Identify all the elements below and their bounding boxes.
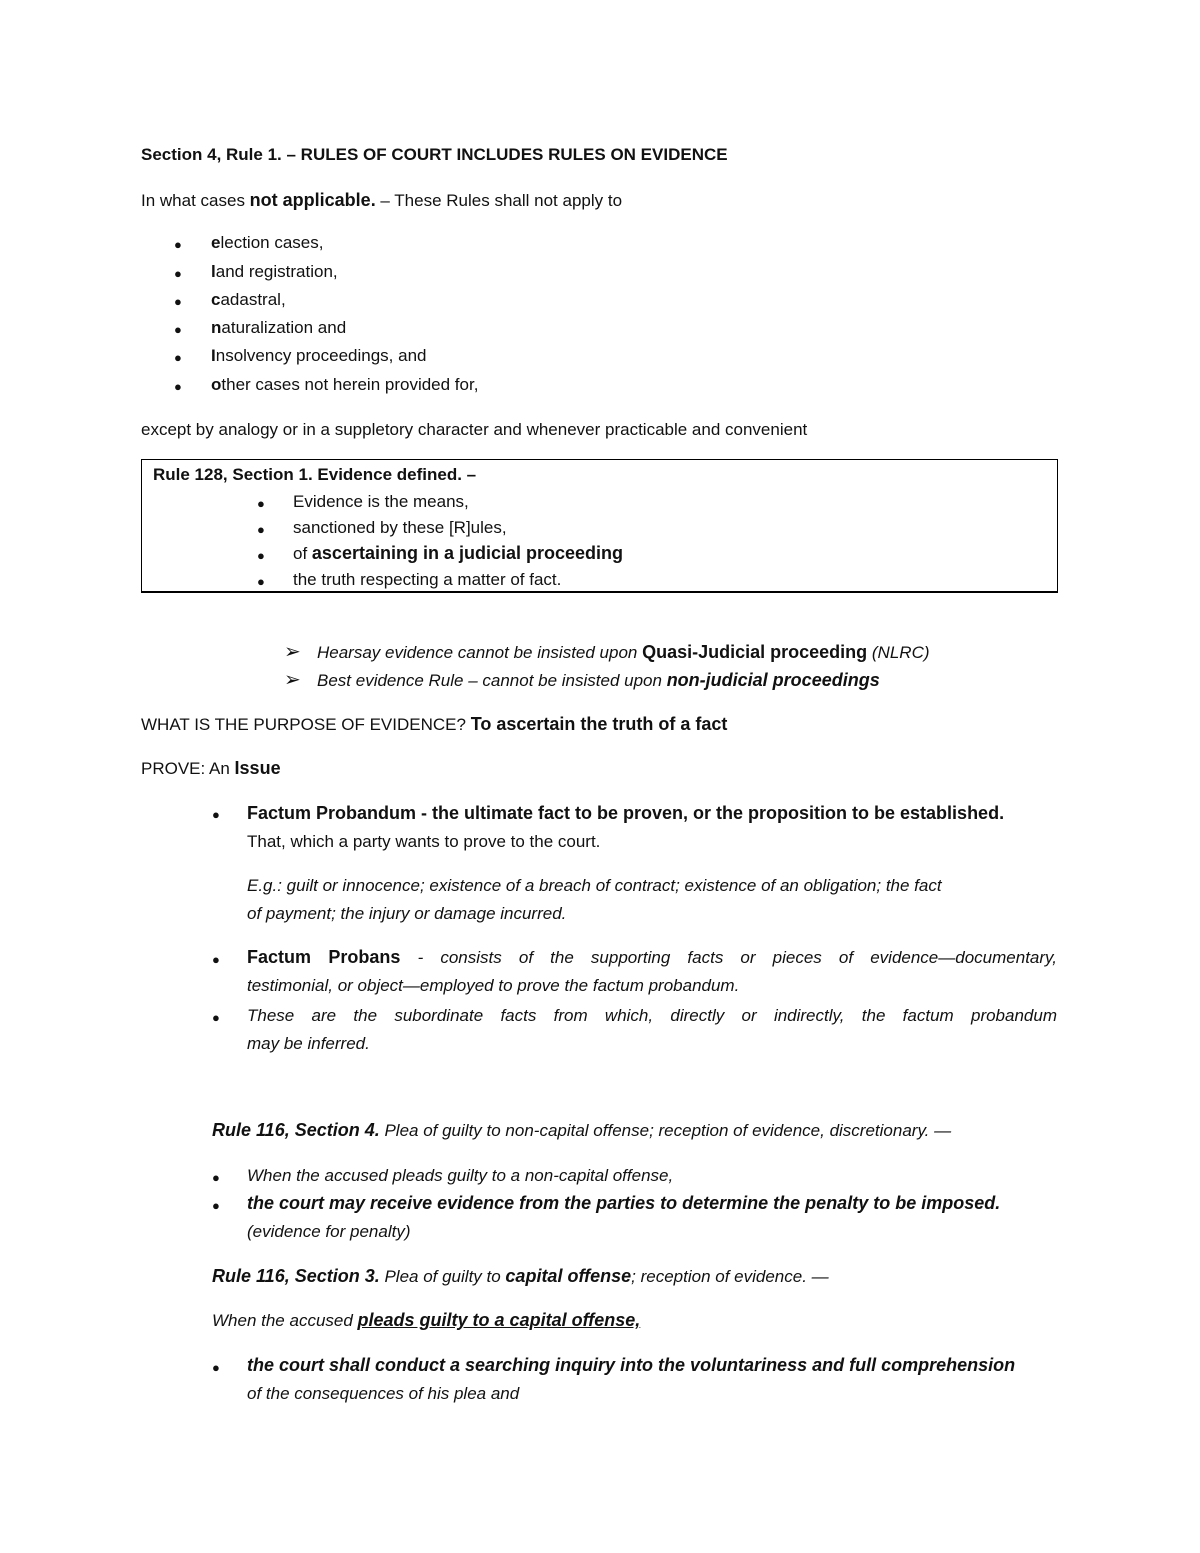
prove-issue: Issue	[234, 758, 281, 778]
rule-116-3-when	[212, 1310, 640, 1332]
probans-line	[247, 947, 1057, 969]
arrow-item	[317, 670, 880, 692]
bullet-icon: ●	[257, 548, 265, 563]
rule-128-item: sanctioned by these [R]ules,	[293, 518, 507, 537]
bullet-icon: ●	[174, 294, 182, 309]
not-applicable-closing: except by analogy or in a suppletory character and whenever practicable and convenient	[141, 420, 808, 439]
bullet-icon: ●	[174, 237, 182, 252]
rule-116-4-item: When the accused pleads guilty to a non-capital offense,	[247, 1166, 674, 1185]
probandum-line2: That, which a party wants to prove to the court.	[247, 832, 601, 851]
bullet-icon: ●	[174, 379, 182, 394]
item-pre: of	[293, 544, 312, 563]
list-item	[211, 262, 338, 282]
item-initial: l	[211, 262, 216, 281]
intro-bold: not applicable.	[249, 190, 376, 210]
list-item	[211, 290, 286, 310]
heading-rest: – RULES OF COURT INCLUDES RULES ON EVIDENCE	[281, 145, 728, 164]
rule-128-title: Rule 128, Section 1. Evidence defined. –	[153, 465, 477, 484]
arrow-post: (NLRC)	[867, 643, 930, 662]
probandum-example: E.g.: guilt or innocence; existence of a breach of contract; existence of an obligation; the fact	[247, 876, 942, 895]
item-text: aturalization and	[221, 318, 347, 337]
not-applicable-intro	[141, 190, 622, 212]
list-item	[211, 318, 346, 338]
rule-116-3-item: the court shall conduct a searching inquiry into the voluntariness and full comprehension	[247, 1355, 1016, 1375]
bullet-icon: ●	[257, 522, 265, 537]
probans-line2: testimonial, or object—employed to prove the factum probandum.	[247, 976, 740, 995]
rule-116-3-item-cont: of the consequences of his plea and	[247, 1384, 520, 1403]
rule-116-4-note: (evidence for penalty)	[247, 1222, 411, 1241]
arrow-item	[317, 642, 930, 664]
rule-116-4-ref: Rule 116, Section 4.	[212, 1120, 380, 1140]
list-item	[211, 233, 323, 253]
item-initial: n	[211, 318, 222, 337]
rule-116-3-title-pre: Plea of guilty to	[379, 1267, 506, 1286]
purpose-line	[141, 714, 727, 736]
probans-sub-cont: may be inferred.	[247, 1034, 370, 1053]
item-bold: ascertaining in a judicial proceeding	[311, 543, 623, 563]
probandum-line	[247, 803, 1004, 825]
item-initial: o	[211, 375, 222, 394]
rule-116-4-heading	[212, 1120, 951, 1142]
rule-128-item: the truth respecting a matter of fact.	[293, 570, 562, 589]
intro-pre: In what cases	[141, 191, 250, 210]
arrow-bullet-icon: ➢	[284, 669, 301, 691]
bullet-icon: ●	[212, 1010, 220, 1025]
arrow-bold: non-judicial proceedings	[666, 670, 880, 690]
prove-line	[141, 758, 281, 780]
purpose-answer: To ascertain the truth of a fact	[470, 714, 728, 734]
item-text: nsolvency proceedings, and	[215, 346, 427, 365]
bullet-icon: ●	[257, 574, 265, 589]
item-text: lection cases,	[220, 233, 324, 252]
rule-116-3-heading	[212, 1266, 829, 1288]
arrow-pre: Best evidence Rule – cannot be insisted upon	[317, 671, 667, 690]
item-text: adastral,	[220, 290, 286, 309]
bullet-icon: ●	[174, 266, 182, 281]
bullet-icon: ●	[212, 1170, 220, 1185]
item-initial: I	[211, 346, 216, 365]
when-underlined: pleads guilty to a capital offense,	[357, 1310, 641, 1330]
rule-128-item	[293, 543, 623, 565]
list-item	[211, 375, 478, 395]
rule-116-3-title-post: ; reception of evidence. —	[631, 1267, 829, 1286]
bullet-icon: ●	[212, 1198, 220, 1213]
bullet-icon: ●	[212, 807, 220, 822]
prove-label: PROVE: An	[141, 759, 235, 778]
rule-128-item: Evidence is the means,	[293, 492, 469, 511]
bullet-icon: ●	[174, 322, 182, 337]
probandum-example-cont: of payment; the injury or damage incurred.	[247, 904, 567, 923]
item-text: ther cases not herein provided for,	[221, 375, 479, 394]
probandum-term: Factum Probandum	[247, 803, 417, 823]
rule-116-4-title: Plea of guilty to non-capital offense; reception of evidence, discretionary. —	[379, 1121, 952, 1140]
rule-116-3-ref: Rule 116, Section 3.	[212, 1266, 380, 1286]
bullet-icon: ●	[174, 350, 182, 365]
arrow-bold: Quasi-Judicial proceeding	[642, 642, 868, 662]
bullet-icon: ●	[257, 496, 265, 511]
when-pre: When the accused	[212, 1311, 358, 1330]
heading-prefix: Section 4, Rule 1.	[141, 145, 282, 164]
arrow-bullet-icon: ➢	[284, 641, 301, 663]
section-heading	[141, 145, 728, 165]
bullet-icon: ●	[212, 952, 220, 967]
item-initial: e	[211, 233, 221, 252]
list-item	[211, 346, 426, 366]
probans-term: Factum Probans	[247, 947, 401, 967]
rule-116-3-title-bold: capital offense	[505, 1266, 632, 1286]
probandum-def: - the ultimate fact to be proven, or the proposition to be established.	[416, 803, 1005, 823]
item-initial: c	[211, 290, 221, 309]
intro-post: – These Rules shall not apply to	[375, 191, 623, 210]
purpose-question: WHAT IS THE PURPOSE OF EVIDENCE?	[141, 715, 471, 734]
bullet-icon: ●	[212, 1360, 220, 1375]
item-text: and registration,	[215, 262, 338, 281]
rule-116-4-item: the court may receive evidence from the parties to determine the penalty to be imposed.	[247, 1193, 1001, 1213]
probans-def: - consists of the supporting facts or pieces of evidence—documentary,	[417, 948, 1058, 967]
probans-sub: These are the subordinate facts from which, directly or indirectly, the factum probandum	[247, 1006, 1057, 1025]
arrow-pre: Hearsay evidence cannot be insisted upon	[317, 643, 643, 662]
